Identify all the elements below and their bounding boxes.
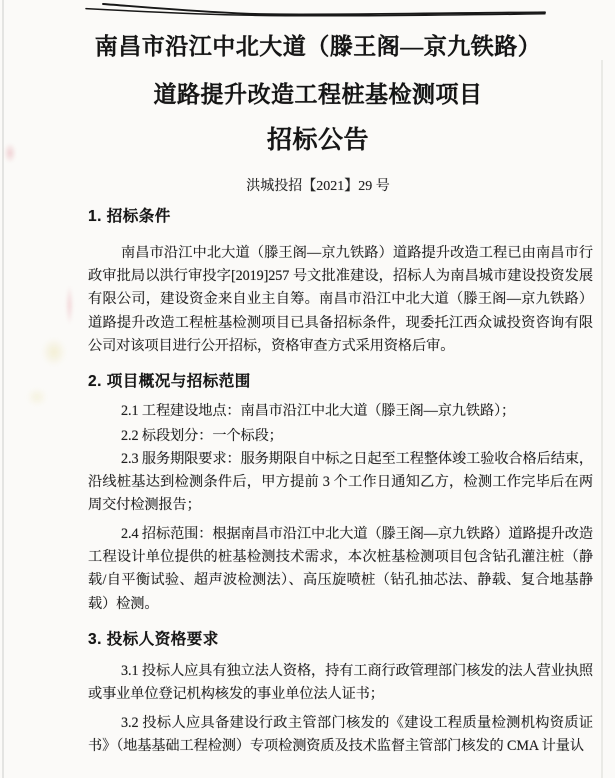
scan-right-edge-line [601,60,603,778]
section-2-item-2-2: 2.2 标段划分：一个标段； [121,428,283,444]
section-1-paragraph: 南昌市沿江中北大道（滕王阁—京九铁路）道路提升改造工程已由南昌市行政审批局以洪行审投字[2019]257 号文批准建设，招标人为南昌城市建设投资发展有限公司，建设资金来自业主自筹。南昌市沿江中北大道（滕王阁—京九铁路）道路提升改造工程桩基检测项目已具备招标条件，现委托江西众诚投资咨询有限公司对该项目进行公开招标，资格审查方式采用资格后审。 [88,245,593,354]
section-1-heading: 1. 招标条件 [88,208,171,225]
scan-smudge-yellow [27,388,47,406]
document-body [88,0,593,778]
section-2-item-2-3: 2.3 服务期限要求：服务期限自中标之日起至工程整体竣工验收合格后结束，沿线桩基达到检测条件后，甲方提前 3 个工作日通知乙方，检测工作完毕后在两周交付检测报告； [88,451,593,514]
section-3-heading: 3. 投标人资格要求 [88,631,219,648]
scan-smudge-yellow [42,338,66,366]
doc-title-line1: 南昌市沿江中北大道（滕王阁—京九铁路） [94,34,542,59]
section-3-item-3-1: 3.1 投标人应具有独立法人资格，持有工商行政管理部门核发的法人营业执照或事业单位登记机构核发的事业单位法人证书； [88,663,593,703]
section-2-heading: 2. 项目概况与招标范围 [88,373,251,390]
doc-title-line2: 道路提升改造工程桩基检测项目 [153,82,483,107]
section-2-item-2-4: 2.4 招标范围：根据南昌市沿江中北大道（滕王阁—京九铁路）道路提升改造工程设计单位提供的桩基检测技术需求，本次桩基检测项目包含钻孔灌注桩（静载/自平衡试验、超声波检测法）、高压旋喷桩（钻孔抽芯法、静载、复合地基静载）检测。 [88,526,593,612]
scan-left-edge-line [2,0,4,778]
section-3-item-3-2: 3.2 投标人应具备建设行政主管部门核发的《建设工程质量检测机构资质证书》（地基基础工程检测）专项检测资质及技术监督主管部门核发的 CMA 计量认 [88,715,593,755]
section-2-item-2-1: 2.1 工程建设地点：南昌市沿江中北大道（滕王阁—京九铁路）； [121,403,516,419]
doc-subtitle: 招标公告 [266,127,369,154]
doc-number: 洪城投招【2021】29 号 [246,179,390,194]
scan-smudge-pink [4,143,16,163]
scan-smudge-pink [66,286,73,324]
